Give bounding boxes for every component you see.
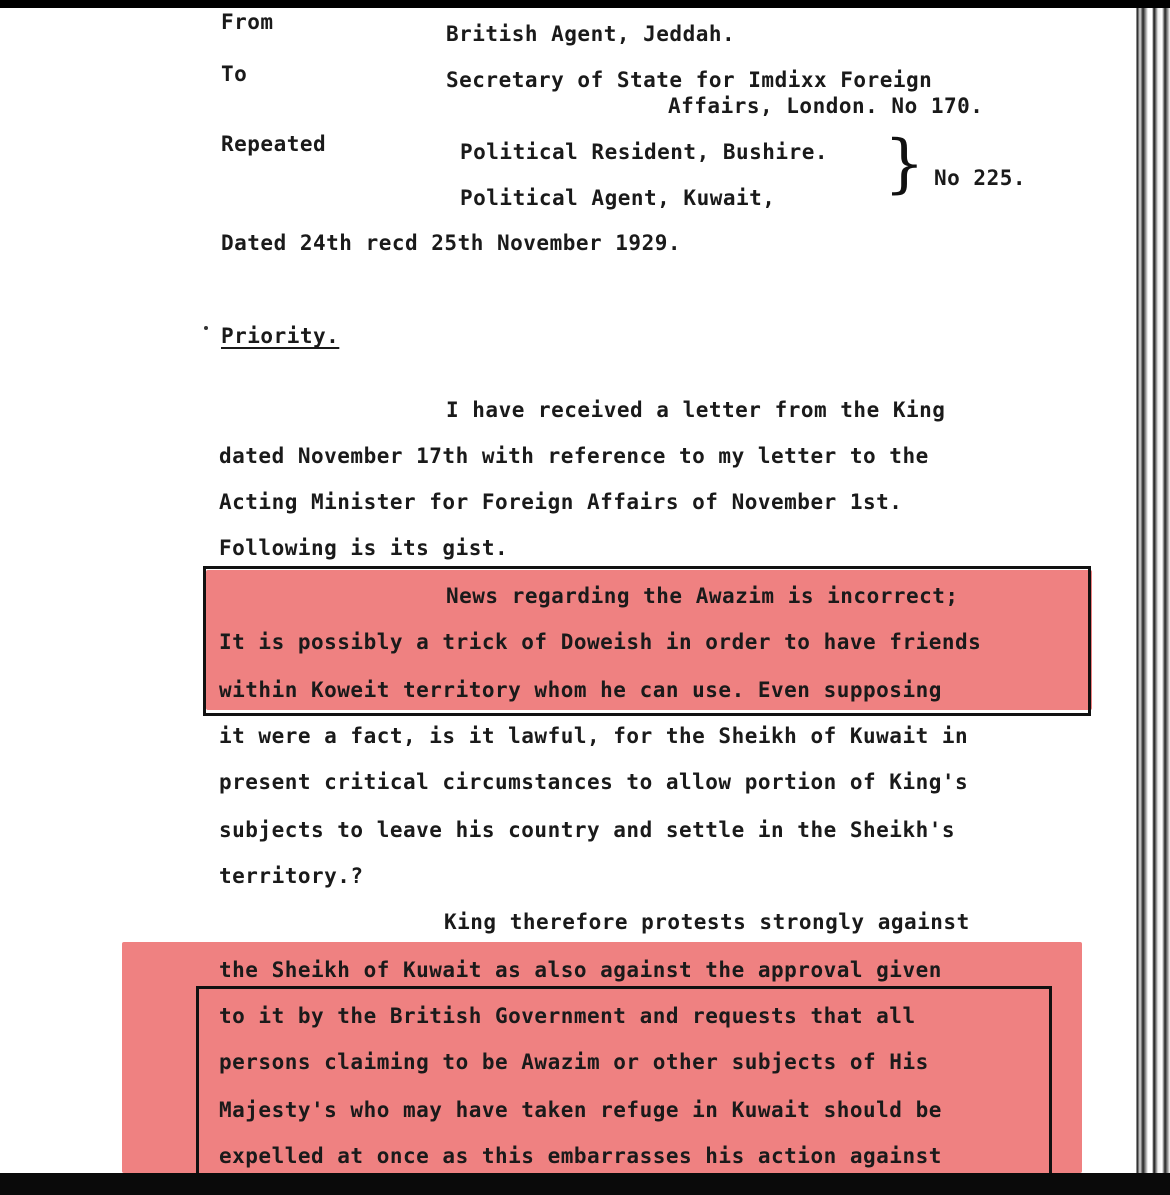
repeated-line-2: Political Agent, Kuwait, <box>460 186 776 210</box>
dated-line: Dated 24th recd 25th November 1929. <box>221 231 682 255</box>
to-line-1: Secretary of State for Imdixx Foreign <box>446 68 933 92</box>
body-line: expelled at once as this embarrasses his action against <box>219 1144 942 1168</box>
body-line: within Koweit territory whom he can use. Even supposing <box>219 678 942 702</box>
repeated-line-1: Political Resident, Bushire. <box>460 140 829 164</box>
body-line: territory.? <box>219 864 364 888</box>
priority-heading: Priority. <box>221 324 340 348</box>
body-line: King therefore protests strongly against <box>444 910 970 934</box>
repeated-number: No 225. <box>934 166 1027 190</box>
body-line: subjects to leave his country and settle in the Sheikh's <box>219 818 956 842</box>
from-label: From <box>221 10 274 34</box>
body-line: Following is its gist. <box>219 536 509 560</box>
body-line: dated November 17th with reference to my letter to the <box>219 444 929 468</box>
body-line: present critical circumstances to allow portion of King's <box>219 770 969 794</box>
curly-brace: } <box>884 127 925 201</box>
body-line: the Sheikh of Kuwait as also against the approval given <box>219 958 942 982</box>
body-line: to it by the British Government and requests that all <box>219 1004 916 1028</box>
scanned-page-edge <box>1130 8 1170 1173</box>
to-line-2: Affairs, London. No 170. <box>668 94 984 118</box>
margin-dot <box>204 326 208 330</box>
to-label: To <box>221 62 248 86</box>
repeated-label: Repeated <box>221 132 327 156</box>
body-line: Majesty's who may have taken refuge in Kuwait should be <box>219 1098 942 1122</box>
body-line: I have received a letter from the King <box>446 398 946 422</box>
document-page <box>0 8 1170 1173</box>
body-line: it were a fact, is it lawful, for the Sheikh of Kuwait in <box>219 724 969 748</box>
body-line: It is possibly a trick of Doweish in order to have friends <box>219 630 982 654</box>
body-line: News regarding the Awazim is incorrect; <box>446 584 959 608</box>
body-line: Acting Minister for Foreign Affairs of November 1st. <box>219 490 903 514</box>
from-value: British Agent, Jeddah. <box>446 22 736 46</box>
body-line: persons claiming to be Awazim or other subjects of His <box>219 1050 929 1074</box>
bottom-frame-bar <box>0 1173 1170 1195</box>
